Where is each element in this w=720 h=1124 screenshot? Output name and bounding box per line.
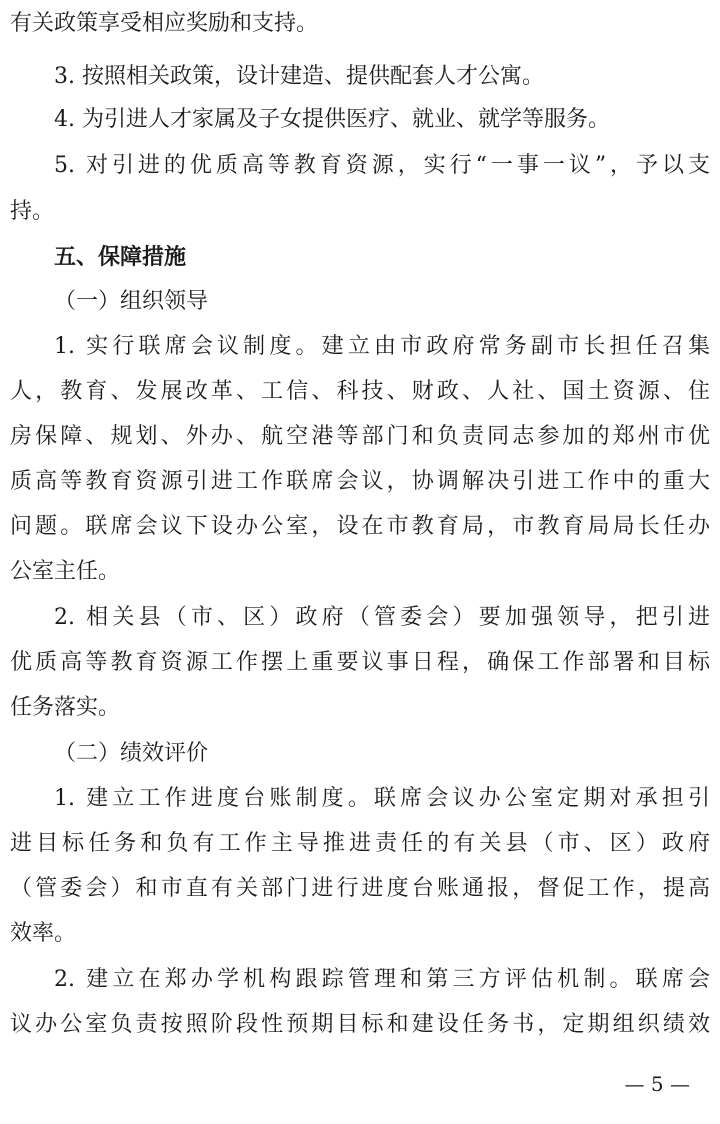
subsection-heading: （二）绩效评价 (54, 741, 209, 766)
subsection-heading: （一）组织领导 (54, 289, 209, 314)
paragraph-line: 问题。联席会议下设办公室，设在市教育局，市教育局局长任办 (10, 514, 710, 539)
paragraph-line: 公室主任。 (10, 559, 121, 584)
paragraph-line: 任务落实。 (10, 695, 121, 720)
paragraph-line: 房保障、规划、外办、航空港等部门和负责同志参加的郑州市优 (10, 424, 710, 449)
paragraph-line: 优质高等教育资源工作摆上重要议事日程，确保工作部署和目标 (10, 650, 710, 675)
section-heading: 五、保障措施 (54, 245, 187, 270)
page-number: — 5 — (624, 1072, 690, 1096)
list-item-5: 5. 对引进的优质高等教育资源，实行“一事一议”，予以支 (54, 153, 710, 178)
paragraph-line: 质高等教育资源引进工作联席会议，协调解决引进工作中的重大 (10, 469, 710, 494)
paragraph-line: 议办公室负责按照阶段性预期目标和建设任务书，定期组织绩效 (10, 1012, 710, 1037)
paragraph-line: 1. 建立工作进度台账制度。联席会议办公室定期对承担引 (54, 786, 710, 811)
paragraph-line: 进目标任务和负有工作主导推进责任的有关县（市、区）政府 (10, 831, 710, 856)
paragraph-line: 2. 相关县（市、区）政府（管委会）要加强领导，把引进 (54, 605, 710, 630)
list-item-3: 3. 按照相关政策，设计建造、提供配套人才公寓。 (54, 64, 544, 89)
paragraph-line: （管委会）和市直有关部门进行进度台账通报，督促工作，提高 (10, 876, 710, 901)
paragraph-line: 效率。 (10, 921, 77, 946)
text-line: 持。 (10, 199, 55, 224)
paragraph-line: 1. 实行联席会议制度。建立由市政府常务副市长担任召集 (54, 334, 710, 359)
text-line: 有关政策享受相应奖励和支持。 (10, 11, 319, 36)
list-item-4: 4. 为引进人才家属及子女提供医疗、就业、就学等服务。 (54, 107, 610, 132)
paragraph-line: 2. 建立在郑办学机构跟踪管理和第三方评估机制。联席会 (54, 967, 710, 992)
paragraph-line: 人，教育、发展改革、工信、科技、财政、人社、国土资源、住 (10, 379, 710, 404)
